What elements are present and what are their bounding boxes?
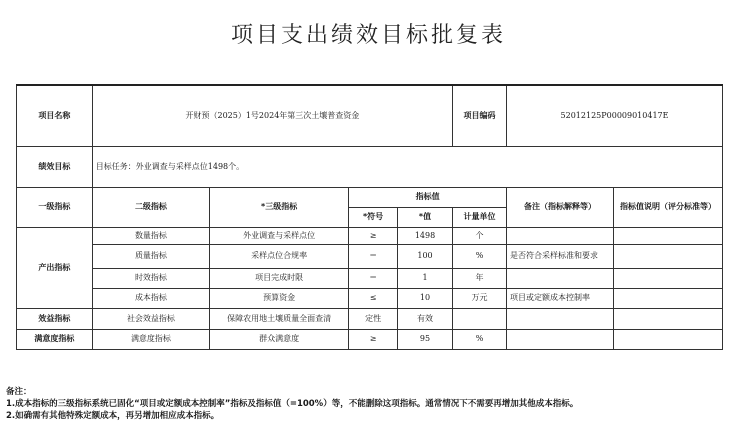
row-level2: 数量指标 bbox=[92, 227, 209, 244]
project-code-value: 52012125P00009010417E bbox=[507, 85, 723, 146]
group-satisfaction: 满意度指标 bbox=[17, 329, 93, 349]
row-symbol: ＝ bbox=[349, 244, 398, 268]
table-row bbox=[17, 329, 723, 349]
row-remark bbox=[507, 329, 614, 349]
row-remark bbox=[507, 268, 614, 288]
group-output: 产出指标 bbox=[17, 227, 93, 308]
row-value: 有效 bbox=[398, 308, 453, 329]
row-level2: 质量指标 bbox=[92, 244, 209, 268]
row-level3: 外业调查与采样点位 bbox=[210, 227, 349, 244]
row-symbol: ≥ bbox=[349, 227, 398, 244]
row-remark bbox=[507, 308, 614, 329]
project-name-label: 项目名称 bbox=[17, 85, 93, 146]
row-level3: 采样点位合规率 bbox=[210, 244, 349, 268]
row-symbol: ≥ bbox=[349, 329, 398, 349]
row-unit: 年 bbox=[453, 268, 507, 288]
col-unit: 计量单位 bbox=[453, 207, 507, 227]
table-row bbox=[17, 268, 723, 288]
row-unit: 个 bbox=[453, 227, 507, 244]
row-explain bbox=[613, 288, 722, 308]
row-remark: 是否符合采样标准和要求 bbox=[507, 244, 614, 268]
table-row bbox=[17, 244, 723, 268]
row-symbol: ≤ bbox=[349, 288, 398, 308]
col-level3: *三级指标 bbox=[210, 187, 349, 227]
row-symbol: ＝ bbox=[349, 268, 398, 288]
row-value: 10 bbox=[398, 288, 453, 308]
col-symbol: *符号 bbox=[349, 207, 398, 227]
row-remark bbox=[507, 227, 614, 244]
row-level2: 满意度指标 bbox=[92, 329, 209, 349]
notes bbox=[6, 386, 731, 422]
row-value: 1 bbox=[398, 268, 453, 288]
project-name-value: 开财预（2025）1号2024年第三次土壤普查资金 bbox=[92, 85, 452, 146]
row-explain bbox=[613, 244, 722, 268]
row-unit: % bbox=[453, 244, 507, 268]
row-explain bbox=[613, 227, 722, 244]
row-explain bbox=[613, 329, 722, 349]
row-explain bbox=[613, 268, 722, 288]
row-level3: 项目完成时限 bbox=[210, 268, 349, 288]
col-remark: 备注（指标解释等） bbox=[507, 187, 614, 227]
row-unit: 万元 bbox=[453, 288, 507, 308]
row-level3: 群众满意度 bbox=[210, 329, 349, 349]
col-level2: 二级指标 bbox=[92, 187, 209, 227]
row-unit: % bbox=[453, 329, 507, 349]
row-level2: 成本指标 bbox=[92, 288, 209, 308]
goal-label: 绩效目标 bbox=[17, 146, 93, 187]
goal-text: 目标任务：外业调查与采样点位1498个。 bbox=[92, 146, 722, 187]
project-code-label: 项目编码 bbox=[453, 85, 507, 146]
row-value: 95 bbox=[398, 329, 453, 349]
col-indicator-value: 指标值 bbox=[349, 187, 507, 207]
group-benefit: 效益指标 bbox=[17, 308, 93, 329]
col-level1: 一级指标 bbox=[17, 187, 93, 227]
col-explain: 指标值说明（评分标准等） bbox=[613, 187, 722, 227]
notes-line-1: 1.成本指标的三级指标系统已固化“项目或定额成本控制率”指标及指标值（=100%）等，不能删除这项指标。通常情况下不需要再增加其他成本指标。 bbox=[6, 399, 579, 409]
row-value: 1498 bbox=[398, 227, 453, 244]
row-level3: 预算资金 bbox=[210, 288, 349, 308]
table-row bbox=[17, 308, 723, 329]
table-row bbox=[17, 227, 723, 244]
row-symbol: 定性 bbox=[349, 308, 398, 329]
row-unit bbox=[453, 308, 507, 329]
approval-table bbox=[16, 84, 723, 350]
row-level2: 社会效益指标 bbox=[92, 308, 209, 329]
row-remark: 项目或定额成本控制率 bbox=[507, 288, 614, 308]
row-explain bbox=[613, 308, 722, 329]
row-level3: 保障农用地土壤质量全面查清 bbox=[210, 308, 349, 329]
row-level2: 时效指标 bbox=[92, 268, 209, 288]
table-row bbox=[17, 288, 723, 308]
notes-heading: 备注： bbox=[6, 387, 32, 397]
notes-line-2: 2.如确需有其他特殊定额成本，再另增加相应成本指标。 bbox=[6, 411, 220, 421]
row-value: 100 bbox=[398, 244, 453, 268]
col-value: *值 bbox=[398, 207, 453, 227]
page-title: 项目支出绩效目标批复表 bbox=[230, 23, 506, 48]
